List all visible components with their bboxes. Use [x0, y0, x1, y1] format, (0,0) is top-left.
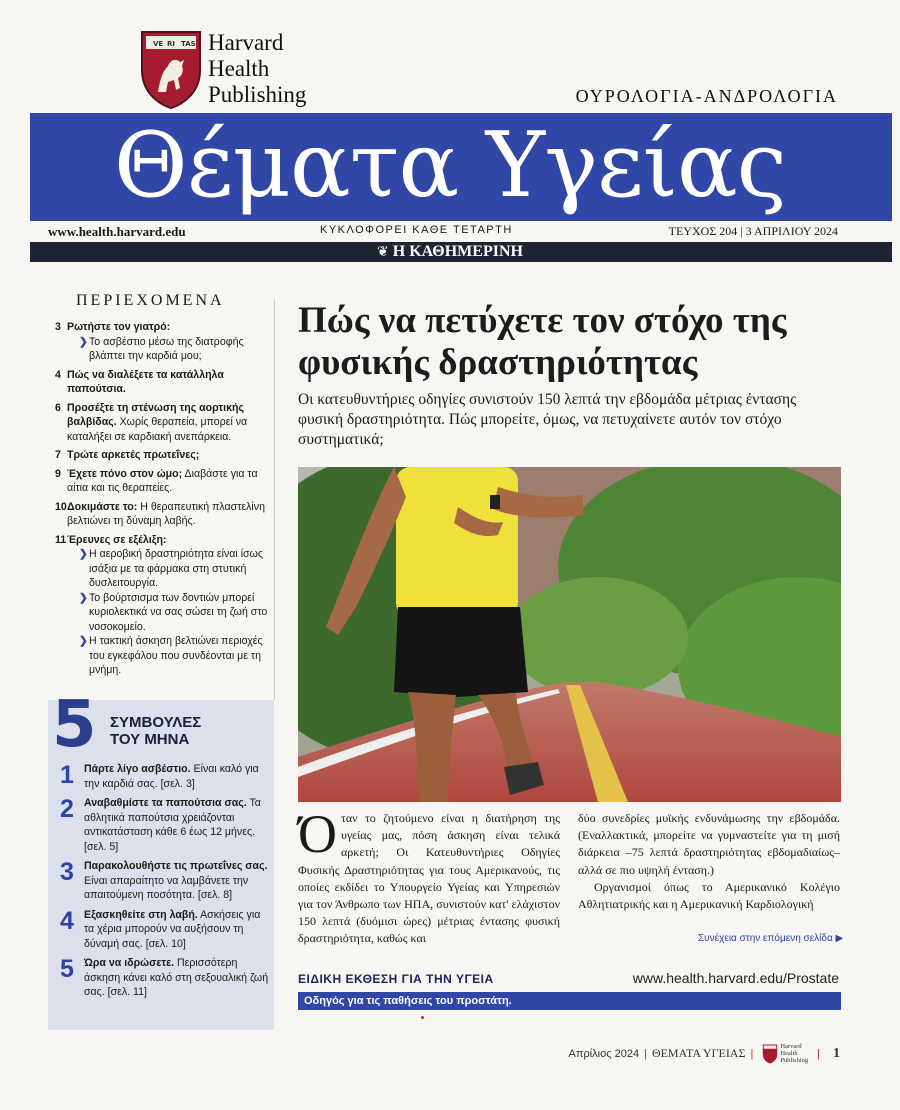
toc-entry-body: [67, 533, 270, 678]
toc-entry-body: [67, 320, 270, 364]
tip-text: Περισσότερη άσκηση κάνει καλό στη σεξουαλική ζωή σας. [σελ. 11]: [84, 957, 269, 998]
tip-item: [60, 796, 272, 854]
frequency-label: ΚΥΚΛΟΦΟΡΕΙ ΚΑΘΕ ΤΕΤΑΡΤΗ: [320, 224, 513, 236]
toc-page-number: 6: [55, 401, 61, 414]
toc-page-number: 4: [55, 368, 61, 381]
tip-title: Πάρτε λίγο ασβέστιο.: [84, 763, 191, 775]
special-report-subtitle: Οδηγός για τις παθήσεις του προστάτη.: [298, 992, 841, 1010]
article-col2-para1: δύο συνεδρίες μυϊκής ενδυνάμωσης την εβδομάδα. (Εναλλακτικά, μπορείτε να γυμναστείτε για τη μισή διάρκεια –75 λεπτά δραστηριότητας εβδομαδιαίως– αλλά σε πιο υψηλή ένταση.): [578, 811, 840, 877]
toc-item[interactable]: [55, 467, 270, 496]
toc-subitem-text: Η τακτική άσκηση βελτιώνει περιοχές του εγκεφάλου που συνδέονται με τη μνήμη.: [89, 635, 263, 676]
toc-entry-text: Διαβάστε για τα αίτια και τις θεραπείες.: [67, 467, 258, 494]
toc-entry-title: Έχετε πόνο στον ώμο;: [67, 467, 183, 480]
toc-entry-body: [67, 401, 270, 445]
red-dot-mark: [421, 1016, 424, 1019]
logo-line-harvard: Harvard: [208, 30, 284, 55]
newspaper-mark-icon: ❦: [377, 245, 389, 260]
toc-entry-title: Τρώτε αρκετές πρωτεΐνες;: [67, 449, 200, 461]
toc-item[interactable]: [55, 320, 270, 364]
runner-photo: [298, 467, 841, 802]
toc-page-number: 7: [55, 449, 61, 461]
harvard-shield-icon: [140, 30, 202, 110]
masthead-title: Θέματα Υγείας: [113, 113, 787, 218]
toc-item[interactable]: [55, 500, 270, 529]
toc-subitem-text: Το βούρτσισμα των δοντιών μπορεί κυριολεκτικά να σας σώσει τη ζωή στο νοσοκομείο.: [89, 591, 268, 633]
chevron-right-icon: ❯: [79, 635, 88, 647]
toc-page-number: 10: [55, 500, 67, 513]
toc-subitem: [79, 335, 270, 364]
toc-entry-body: [67, 500, 270, 529]
toc-item[interactable]: [55, 533, 270, 678]
article-col1-text: ταν το ζητούμενο είναι η διατήρηση της υγείας μας, πόση άσκηση είναι τελικά αρκετή; Οι Κατευθυντήριες Οδηγίες Φυσικής Δραστηριότητας για τους Αμερικανούς, τις οποίες εκδίδει το Υπουργείο Υγείας και Υπηρεσιών για τον Άνθρωπο των ΗΠΑ, συνιστούν κατ' ελάχιστον 150 λεπτά (δυόμισι ώρες) μέτριας έντασης φυσική δραστηριότητα, καθώς και: [298, 811, 560, 946]
tip-body: [84, 762, 272, 791]
tip-number: 5: [60, 955, 74, 983]
tips-title: [110, 714, 201, 748]
toc-page-number: 3: [55, 321, 61, 333]
footer-date: Απρίλιος 2024: [568, 1047, 640, 1060]
footer-separator: |: [644, 1047, 647, 1060]
footer-logo-line-2: Health: [780, 1050, 798, 1057]
article-headline: Πώς να πετύχετε τον στόχο της φυσικής δραστηριότητας: [298, 300, 787, 383]
svg-text:TAS: TAS: [181, 40, 196, 48]
tips-title-line1: ΣΥΜΒΟΥΛΕΣ: [110, 714, 202, 731]
newspaper-label: Η ΚΑΘΗΜΕΡΙΝΗ: [392, 243, 523, 260]
toc-item[interactable]: [55, 401, 270, 445]
tip-number: 4: [60, 906, 74, 935]
tips-list: [60, 762, 272, 1005]
tip-title: Εξασκηθείτε στη λαβή.: [84, 908, 198, 921]
chevron-right-icon: ❯: [79, 591, 88, 604]
tip-item: [60, 956, 272, 1000]
tip-body: [84, 859, 272, 903]
tip-body: [84, 956, 272, 1000]
toc-entry-body: [67, 368, 270, 397]
section-tag: ΟΥΡΟΛΟΓΙΑ-ΑΝΔΡΟΛΟΓΙΑ: [575, 86, 838, 106]
article-dek: Οι κατευθυντήριες οδηγίες συνιστούν 150 λεπτά την εβδομάδα μέτριας έντασης φυσική δραστηριότητα. Πώς μπορείτε, όμως, να πετυχαίνετε αυτόν τον στόχο συστηματικά;: [298, 391, 797, 448]
toc-entry-title: Πώς να διαλέξετε τα κατάλληλα παπούτσια.: [67, 368, 224, 395]
article-column-1: [298, 804, 560, 948]
tip-title: Ώρα να ιδρώσετε.: [84, 957, 175, 969]
toc-page-number: 9: [55, 467, 61, 480]
toc-item[interactable]: [55, 448, 270, 463]
footer-logo: [762, 1043, 808, 1064]
toc-title: ΠΕΡΙΕΧΟΜΕΝΑ: [76, 292, 225, 309]
website-link[interactable]: www.health.harvard.edu: [48, 224, 186, 239]
toc-entry-title: Δοκιμάστε το:: [67, 500, 138, 513]
article-col2-para2: Οργανισμοί όπως το Αμερικανικό Κολέγιο Αθλητιατρικής και η Αμερικανική Καρδιολογική: [578, 879, 840, 912]
chevron-right-icon: ❯: [79, 335, 88, 348]
toc-subitem-text: Το ασβέστιο μέσω της διατροφής βλάπτει την καρδιά μου;: [89, 335, 244, 362]
tip-item: [60, 859, 272, 903]
tip-title: Παρακολουθήστε τις πρωτεΐνες σας.: [84, 860, 268, 872]
toc-entry-text: Χωρίς θεραπεία, μπορεί να καταλήξει σε καρδιακή ανεπάρκεια.: [67, 416, 248, 443]
toc-subitem-text: Η αεροβική δραστηριότητα είναι ίσως ισάξια με τα φάρμακα στη στυτική δυσλειτουργία.: [89, 548, 263, 589]
tips-big-number: 5: [52, 688, 97, 762]
article-column-2: [578, 810, 840, 913]
continued-link[interactable]: Συνέχεια στην επόμενη σελίδα ▶: [698, 933, 844, 944]
footer-publication-name: ΘΕΜΑΤΑ ΥΓΕΙΑΣ: [651, 1046, 746, 1060]
special-report-url[interactable]: www.health.harvard.edu/Prostate: [632, 970, 839, 986]
tip-text: Τα αθλητικά παπούτσια χρειάζονται αντικατάσταση κάθε 6 έως 12 μήνες. [σελ. 5]: [84, 797, 261, 853]
footer-logo-line-3: Publishing: [780, 1057, 809, 1064]
masthead-subrow: [0, 222, 900, 242]
footer-shield-icon: [762, 1044, 778, 1064]
svg-text:RI: RI: [167, 40, 175, 48]
harvard-health-logo: [140, 30, 306, 110]
toc-entry-body: [67, 448, 199, 463]
tip-text: Είναι καλό για την καρδιά σας. [σελ. 3]: [84, 763, 259, 790]
toc-subitem: [79, 547, 270, 591]
tip-number: 1: [60, 761, 74, 789]
dropcap: Ό: [298, 804, 337, 864]
tip-body: [84, 908, 272, 952]
toc-entry-body: [67, 467, 270, 496]
toc-page-number: 11: [55, 533, 67, 546]
tip-text: Ασκήσεις για τα χέρια μπορούν να αυξήσουν τη δύναμή σας. [σελ. 10]: [84, 908, 261, 950]
tip-body: [84, 796, 272, 854]
tip-item: [60, 762, 272, 791]
special-report: [298, 972, 841, 1010]
runner-illustration: [298, 467, 841, 802]
tip-text: Είναι απαραίτητο να λαμβάνετε την απαιτούμενη ποσότητα. [σελ. 8]: [84, 874, 249, 901]
footer-separator-2: |: [750, 1047, 754, 1060]
footer-separator-3: |: [817, 1047, 820, 1060]
special-report-title: ΕΙΔΙΚΗ ΕΚΘΕΣΗ ΓΙΑ ΤΗΝ ΥΓΕΙΑ: [298, 972, 494, 986]
toc-entry-title: Ρωτήστε τον γιατρό:: [67, 321, 171, 333]
logo-line-publishing: Publishing: [208, 82, 307, 107]
svg-text:VE: VE: [153, 40, 164, 48]
issue-info: ΤΕΥΧΟΣ 204 | 3 ΑΠΡΙΛΙΟΥ 2024: [668, 224, 838, 238]
column-divider: [274, 300, 275, 700]
toc-subitem: [79, 634, 270, 678]
toc-item[interactable]: [55, 368, 270, 397]
tip-number: 2: [60, 795, 74, 823]
tips-title-line2: ΤΟΥ ΜΗΝΑ: [110, 731, 190, 748]
toc-entry-title: Έρευνες σε εξέλιξη:: [67, 533, 167, 546]
newspaper-name: [0, 242, 900, 263]
chevron-right-icon: ❯: [79, 548, 88, 560]
toc-subitem: [79, 591, 270, 635]
page-footer: [569, 1043, 840, 1064]
tip-number: 3: [60, 858, 74, 886]
toc-entry-text: Η θεραπευτική πλαστελίνη βελτιώνει τη δύναμη λαβής.: [67, 500, 265, 527]
table-of-contents: [55, 320, 270, 682]
toc-entry-title: Προσέξτε τη στένωση της αορτικής βαλβίδας.: [67, 401, 244, 428]
page-number: 1: [833, 1045, 840, 1061]
tip-title: Αναβαθμίστε τα παπούτσια σας.: [84, 797, 247, 809]
tip-item: [60, 908, 272, 952]
logo-line-health: Health: [208, 56, 270, 81]
footer-logo-line-1: Harvard: [780, 1043, 802, 1050]
